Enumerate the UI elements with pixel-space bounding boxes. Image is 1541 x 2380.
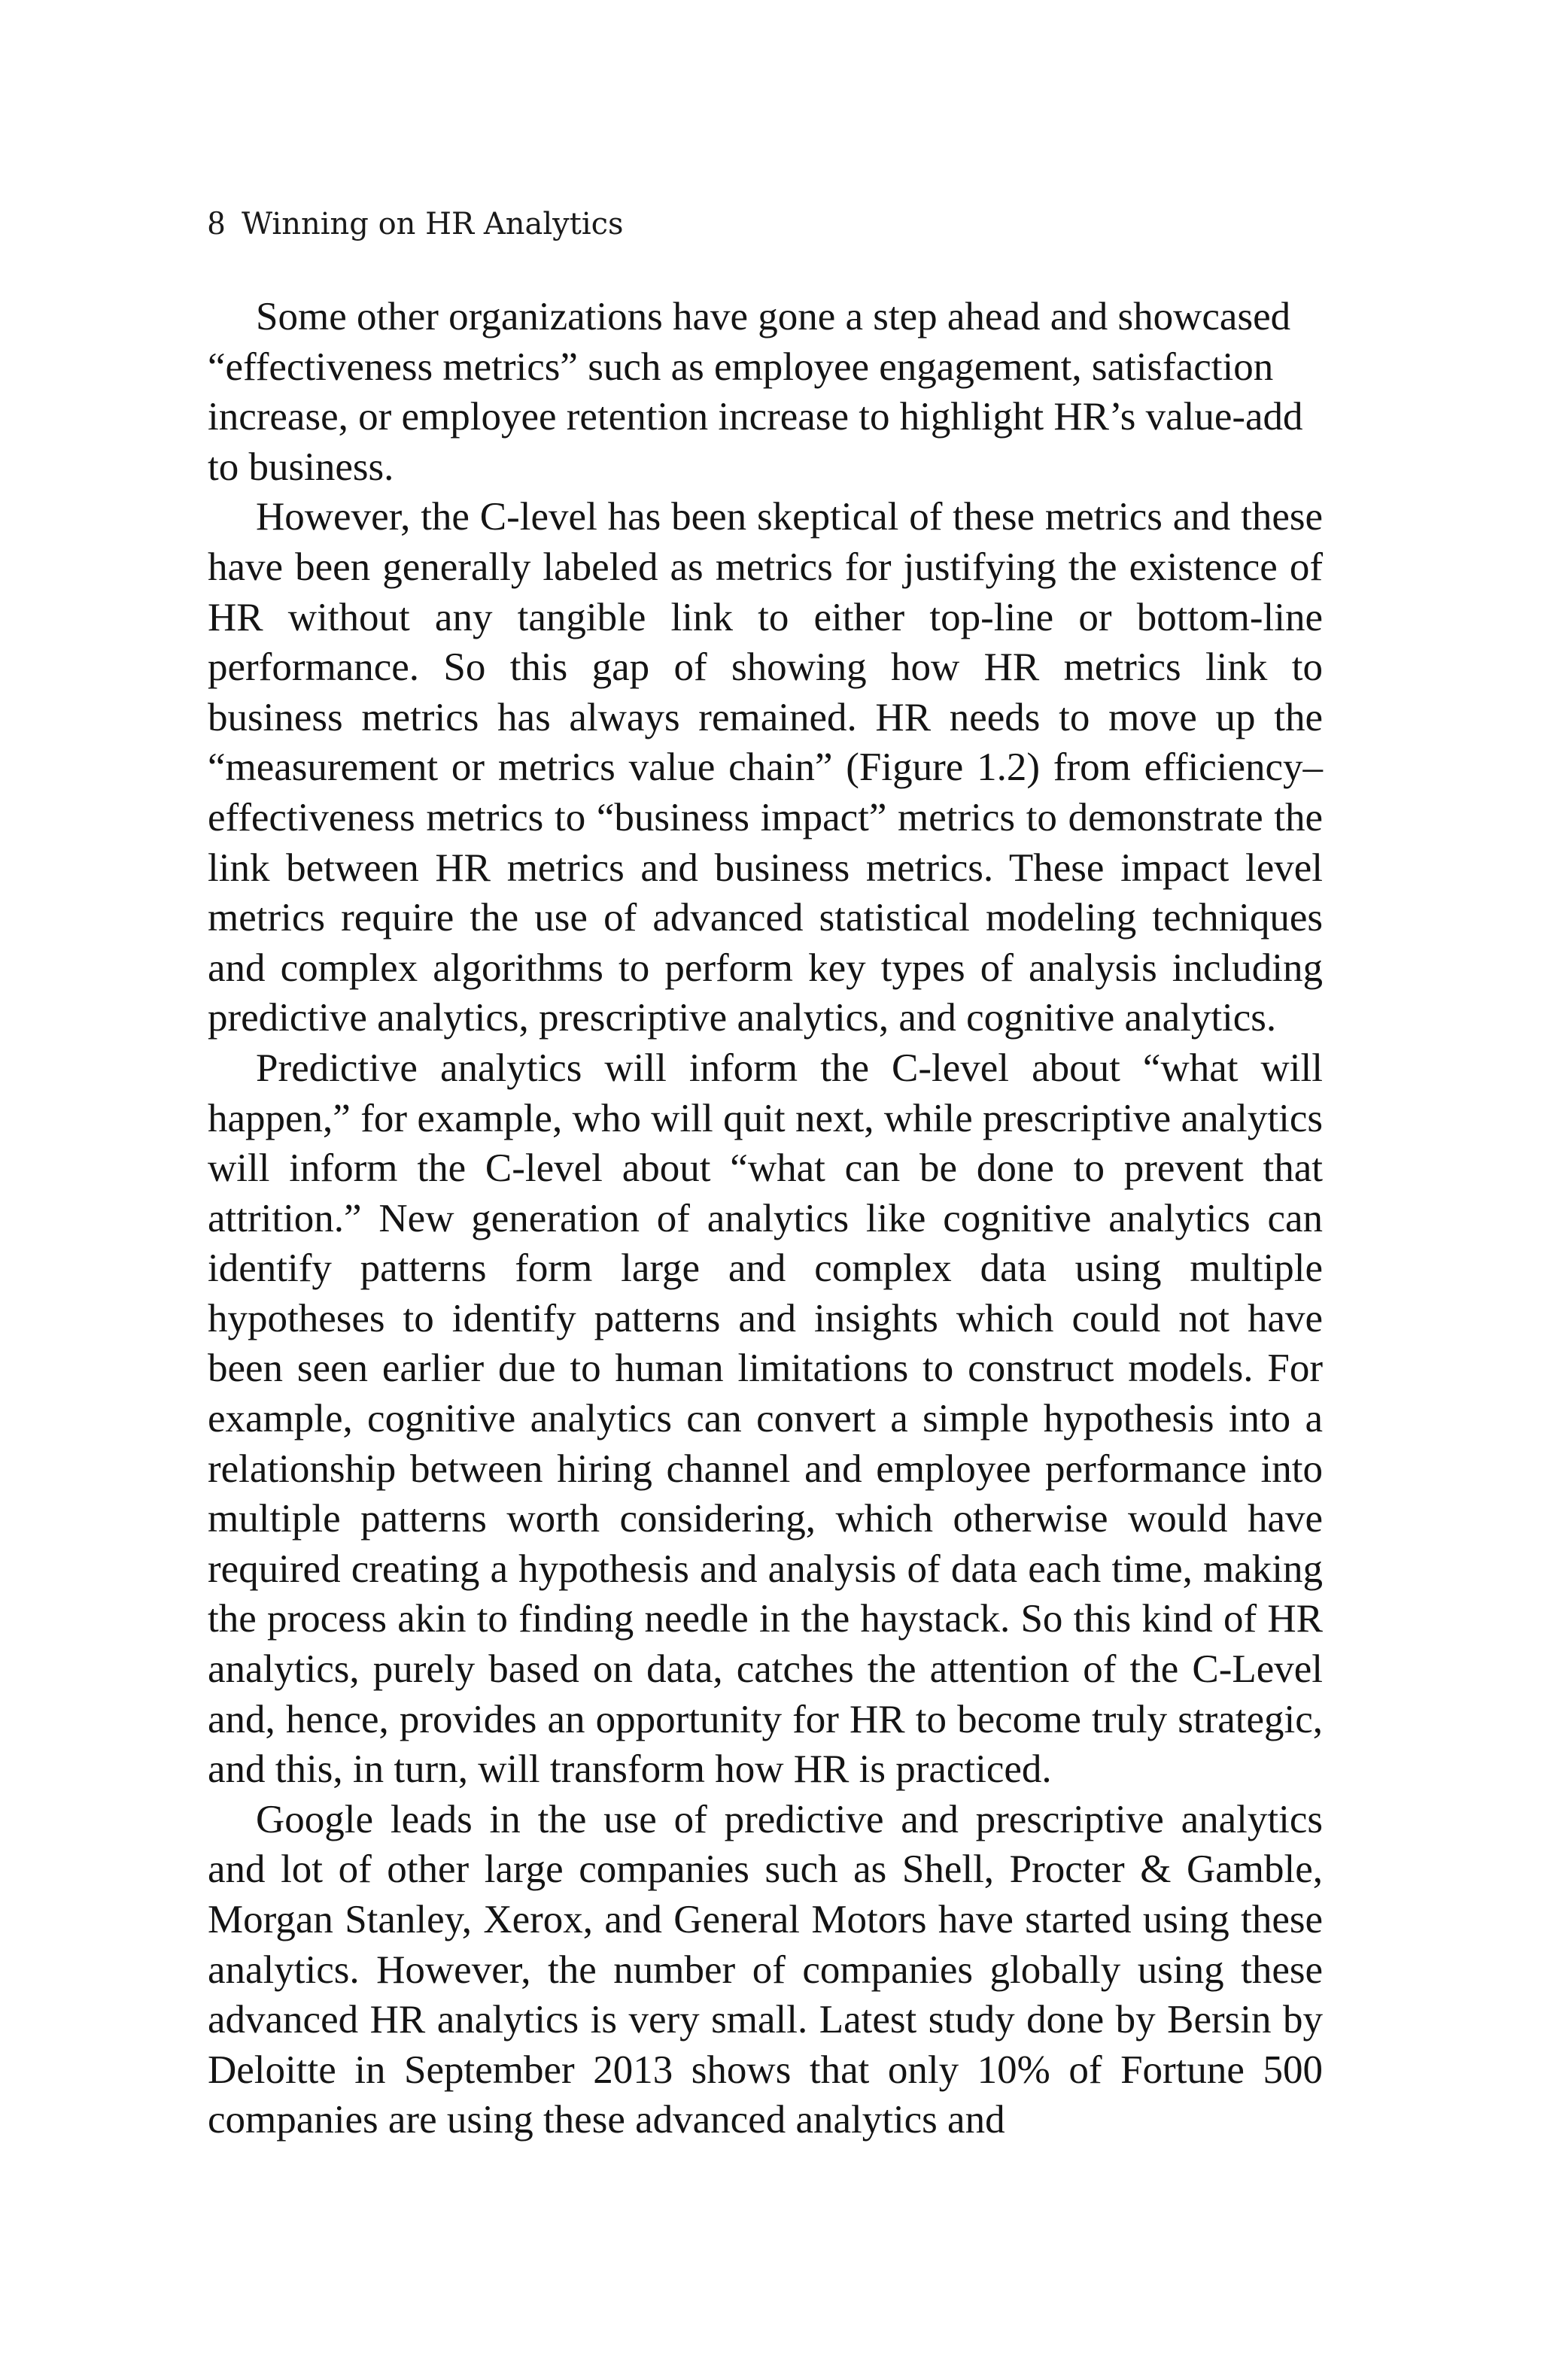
paragraph: Predictive analytics will inform the C-level about “what will happen,” for example, who will quit next, while prescriptive analytics will inform the C-level about “what can be done to prevent that attrition.” New generation of analytics like cognitive analytics can identify patterns form large and complex data using multiple hypotheses to identify patterns and insights which could not have been seen earlier due to human limitations to construct models. For example, cognitive analytics can convert a simple hypothesis into a relationship between hiring channel and employee performance into multiple patterns worth considering, which otherwise would have required creating a hypothesis and analysis of data each time, making the process akin to finding needle in the haystack. So this kind of HR analytics, purely based on data, catches the attention of the C-Level and, hence, provides an opportunity for HR to become truly strategic, and this, in turn, will transform how HR is practiced. (208, 1046, 1323, 1792)
running-title: Winning on HR Analytics (242, 207, 624, 241)
body-text (208, 292, 1323, 2145)
page-number: 8 (208, 203, 225, 241)
paragraph: Some other organizations have gone a step ahead and showcased “effectiveness metrics” such as employee engagement, satisfaction increase, or employee retention increase to highlight HR’s value-add to business. (208, 295, 1303, 489)
paragraph: Google leads in the use of predictive and prescriptive analytics and lot of other large companies such as Shell, Procter & Gamble, Morgan Stanley, Xerox, and General Motors have started using these analytics. However, the number of companies globally using these advanced HR analytics is very small. Latest study done by Bersin by Deloitte in September 2013 shows that only 10% of Fortune 500 companies are using these advanced analytics and (208, 1797, 1323, 2142)
running-header (208, 202, 624, 245)
paragraph: However, the C-level has been skeptical of these metrics and these have been generally labeled as metrics for justifying the existence of HR without any tangible link to either top-line or bottom-line performance. So this gap of showing how HR metrics link to business metrics has always remained. HR needs to move up the “measurement or metrics value chain” (Figure 1.2) from efficiency–effectiveness metrics to “business impact” metrics to demonstrate the link between HR metrics and business metrics. These impact level metrics require the use of advanced statistical modeling techniques and complex algorithms to perform key types of analysis including predictive analytics, prescriptive analytics, and cognitive analytics. (208, 495, 1323, 1040)
